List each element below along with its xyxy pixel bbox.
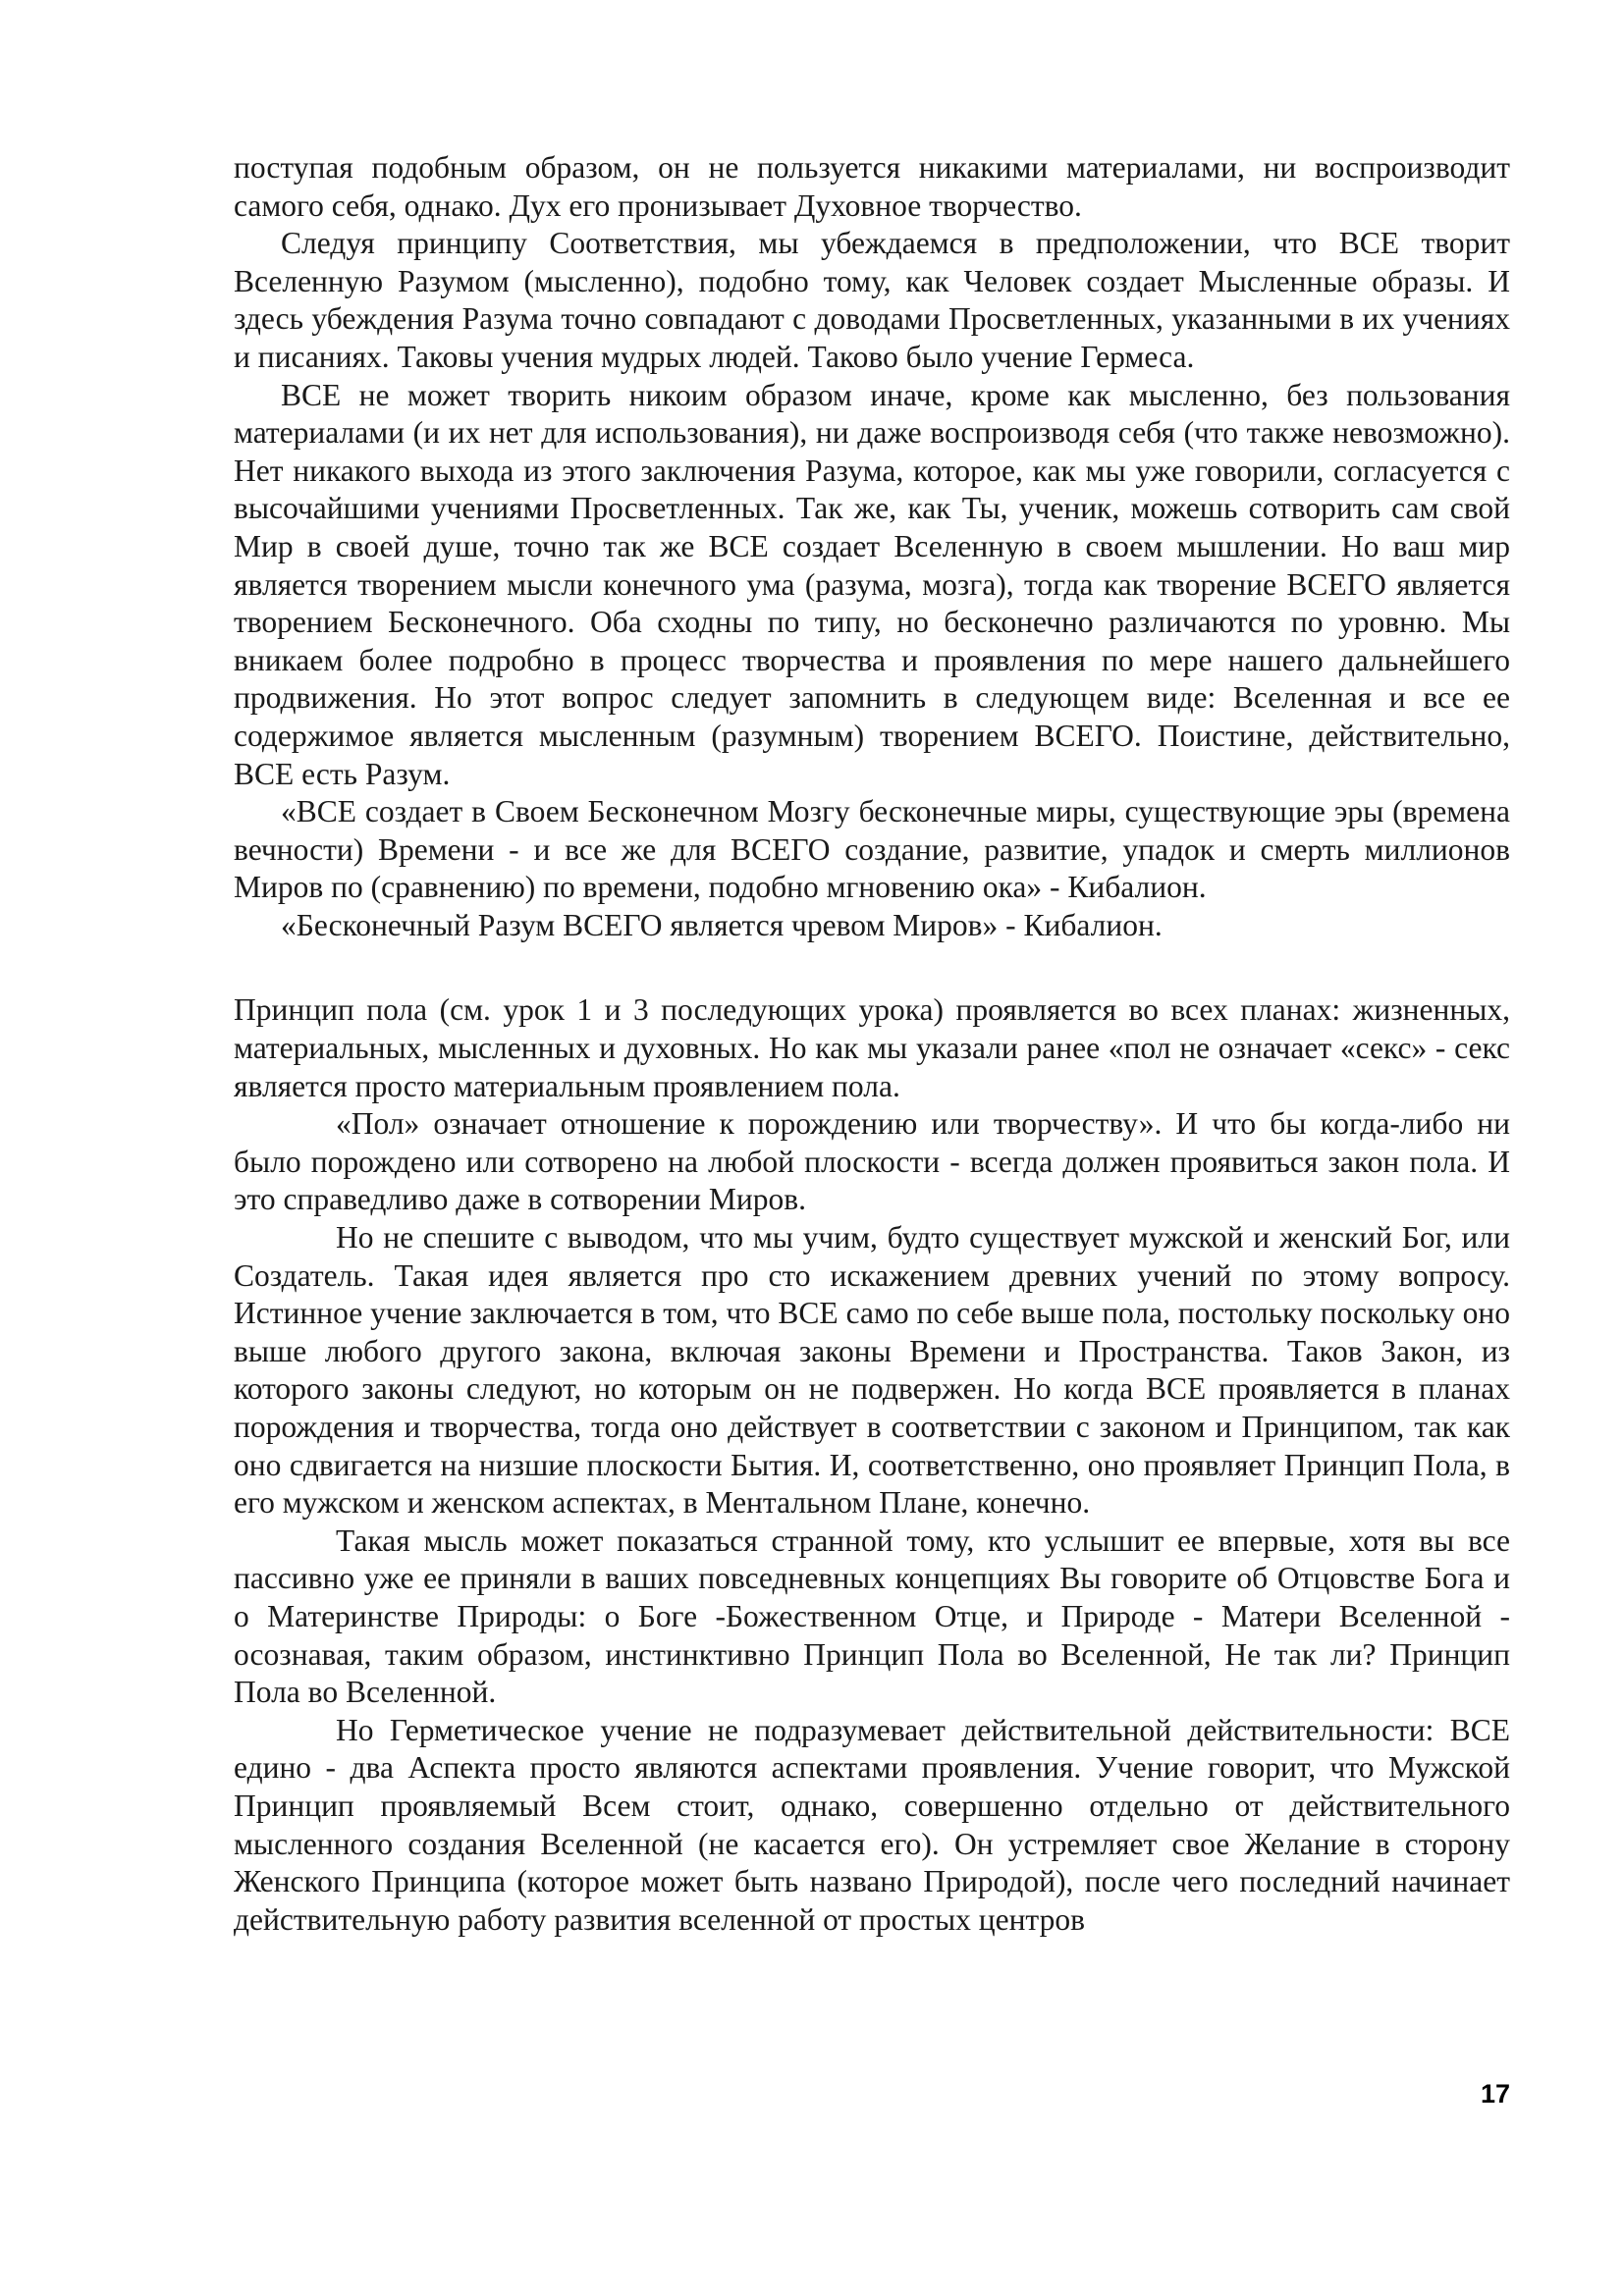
paragraph: Но Герметическое учение не подразумевает действительной действительности: ВСЕ едино - два Аспекта просто являются аспектами проявления. Учение говорит, что Мужской Принцип проявляемый Всем стоит, однако, совершенно отдельно от действительного мысленного создания Вселенной (не касается его). Он устремляет свое Желание в сторону Женского Принципа (которое может быть названо Природой), после чего последний начинает действительную работу развития вселенной от простых центров xyxy=(234,1712,1510,1937)
paragraph: Такая мысль может показаться странной тому, кто услышит ее впервые, хотя вы все пассивно уже ее приняли в ваших повседневных концепциях Вы говорите об Отцовстве Бога и о Материнстве Природы: о Боге -Божественном Отце, и Природе - Матери Вселенной - осознавая, таким образом, инстинктивно Принцип Пола во Вселенной, Не так ли? Принцип Пола во Вселенной. xyxy=(234,1522,1510,1710)
paragraph: поступая подобным образом, он не пользуется никакими материалами, ни воспроизводит самого себя, однако. Дух его пронизывает Духовное творчество. xyxy=(234,150,1510,223)
page-number: 17 xyxy=(1480,2079,1510,2109)
paragraph: Но не спешите с выводом, что мы учим, будто существует мужской и женский Бог, или Создатель. Такая идея является про сто искажением древних учений по этому вопросу. Истинное учение заключается в том, что ВСЕ само по себе выше пола, постольку поскольку оно выше любого другого закона, включая законы Времени и Пространства. Таков Закон, из которого законы следуют, но которым он не подвержен. Но когда ВСЕ проявляется в планах порождения и творчества, тогда оно действует в соответствии с законом и Принципом, так как оно сдвигается на низшие плоскости Бытия. И, соответственно, оно проявляет Принцип Пола, в его мужском и женском аспектах, в Ментальном Плане, конечно. xyxy=(234,1220,1510,1521)
paragraph: Принцип пола (см. урок 1 и 3 последующих урока) проявляется во всех планах: жизненных, материальных, мысленных и духовных. Но как мы указали ранее «пол не означает «секс» - секс является просто материальным проявлением пола. xyxy=(234,992,1510,1103)
document-page xyxy=(234,149,1510,1939)
paragraph: «Пол» означает отношение к порождению или творчеству». И что бы когда-либо ни было порождено или сотворено на любой плоскости - всегда должен проявиться закон пола. И это справедливо даже в сотворении Миров. xyxy=(234,1106,1510,1217)
paragraph: ВСЕ не может творить никоим образом иначе, кроме как мысленно, без пользования материалами (и их нет для использования), ни даже воспроизводя себя (что также невозможно). Нет никакого выхода из этого заключения Разума, которое, как мы уже говорили, согласуется с высочайшими учениями Просветленных. Так же, как Ты, ученик, можешь сотворить сам свой Мир в своей душе, точно так же ВСЕ создает Вселенную в своем мышлении. Но ваш мир является творением мысли конечного ума (разума, мозга), тогда как творение ВСЕГО является творением Бесконечного. Оба сходны по типу, но бесконечно различаются по уровню. Мы вникаем более подробно в процесс творчества и проявления по мере нашего дальнейшего продвижения. Но этот вопрос следует запомнить в следующем виде: Вселенная и все ее содержимое является мысленным (разумным) творением ВСЕГО. Поистине, действительно, ВСЕ есть Разум. xyxy=(234,377,1510,791)
quote-paragraph: «ВСЕ создает в Своем Бесконечном Мозгу бесконечные миры, существующие эры (времена вечности) Времени - и все же для ВСЕГО создание, развитие, упадок и смерть миллионов Миров по (сравнению) по времени, подобно мгновению ока» - Кибалион. xyxy=(234,794,1510,905)
paragraph: Следуя принципу Соответствия, мы убеждаемся в предположении, что ВСЕ творит Вселенную Разумом (мысленно), подобно тому, как Человек создает Мысленные образы. И здесь убеждения Разума точно совпадают с доводами Просветленных, указанными в их учениях и писаниях. Таковы учения мудрых людей. Таково было учение Гермеса. xyxy=(234,226,1510,374)
document-body xyxy=(234,149,1510,1939)
quote-paragraph: «Бесконечный Разум ВСЕГО является чревом Миров» - Кибалион. xyxy=(281,907,1163,942)
